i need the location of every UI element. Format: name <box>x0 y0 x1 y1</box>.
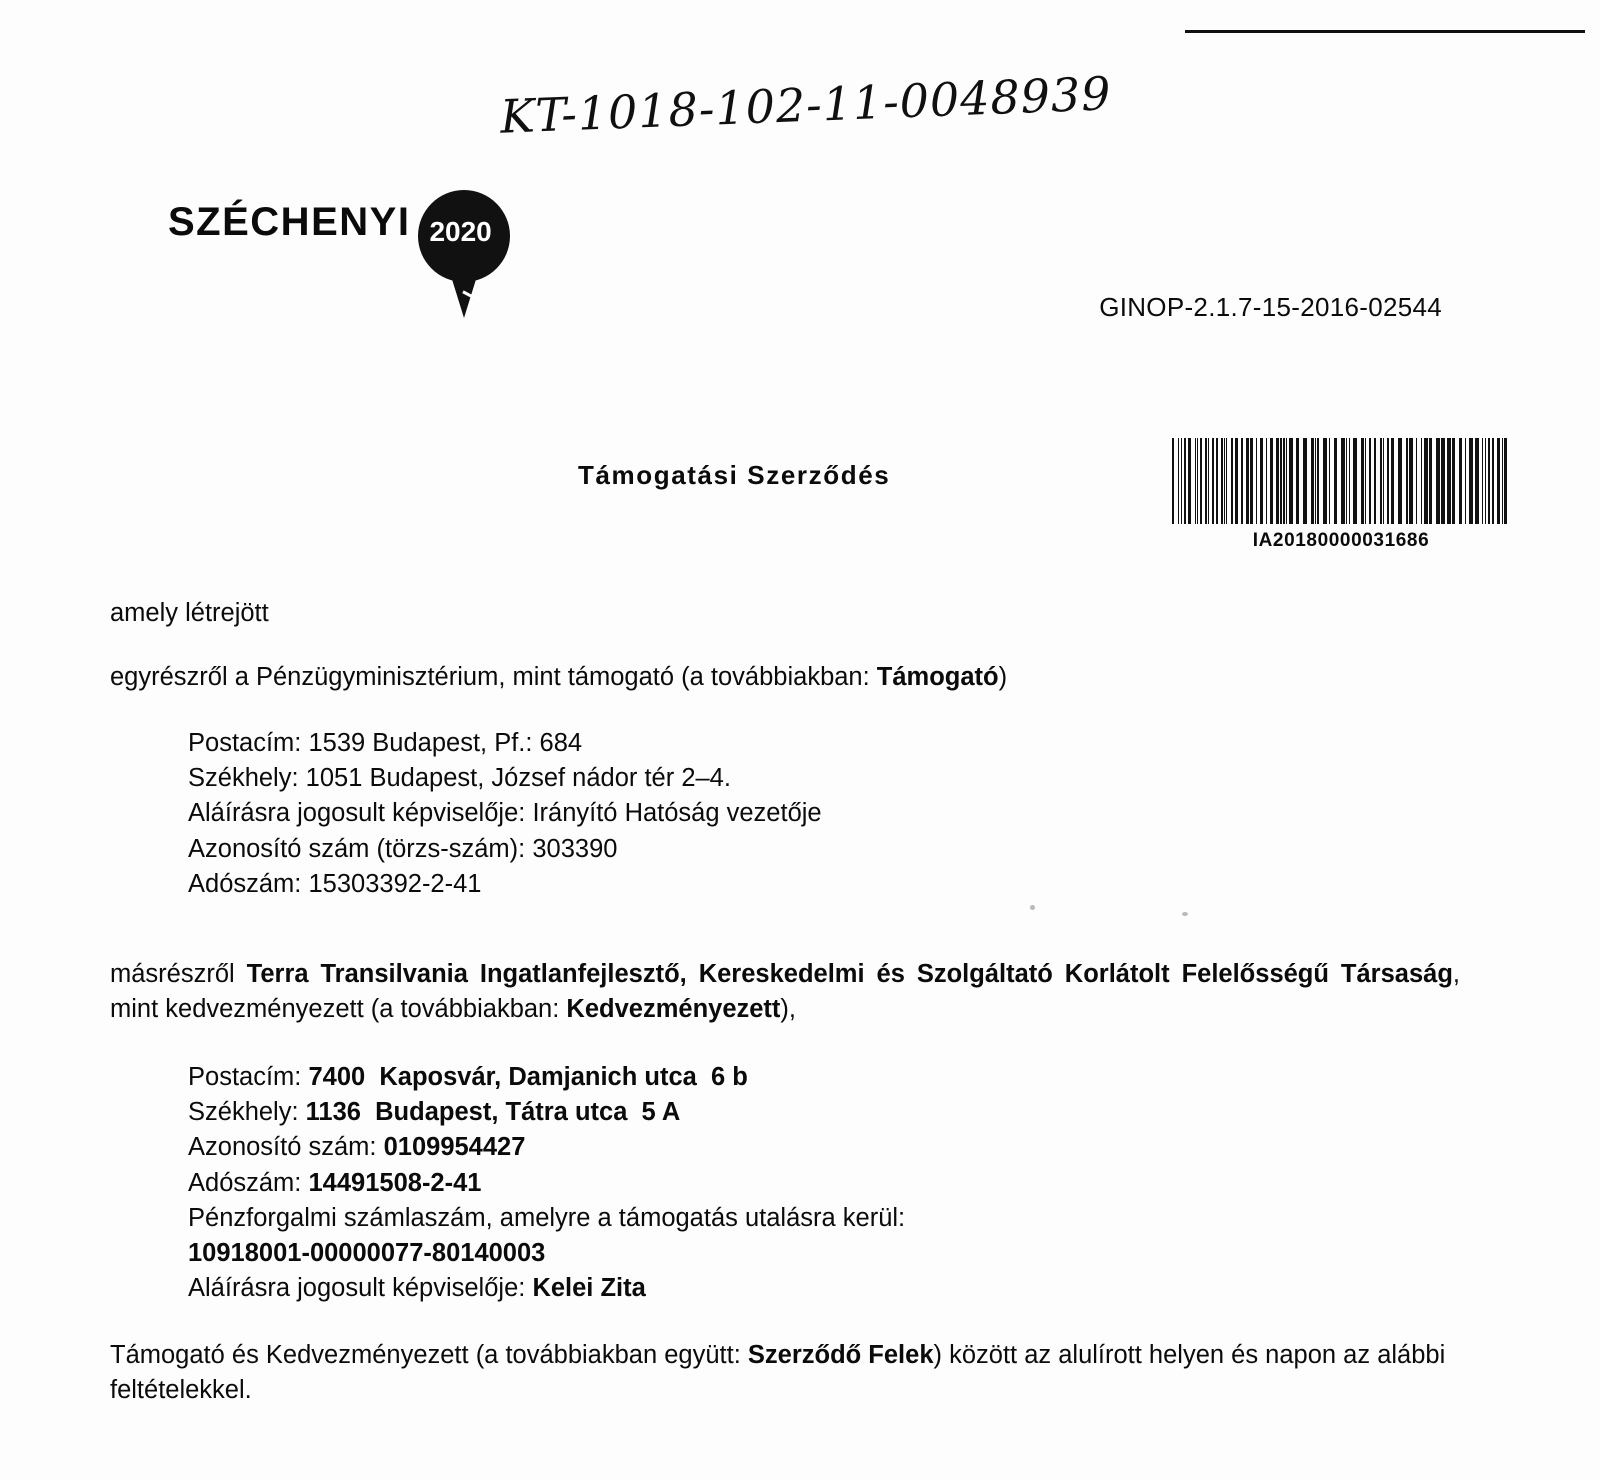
party2-taxnumber-label: Adószám: <box>188 1168 302 1197</box>
party1-representative-row <box>188 796 1538 831</box>
closing-pre: Támogató és Kedvezményezett (a továbbiakban együtt: <box>110 1341 748 1369</box>
party2-szekhely-label: Székhely: <box>188 1098 299 1127</box>
logo-wordmark: SZÉCHENYI <box>168 200 411 244</box>
party2-representative-value: Kelei Zita <box>532 1274 646 1303</box>
party2-intro-mid: , mint kedvezményezett (a továbbiakban: <box>110 960 1460 1024</box>
barcode-image <box>1172 438 1510 524</box>
party1-intro <box>110 660 1460 695</box>
party1-intro-bold: Támogató <box>876 663 999 691</box>
party2-representative-row <box>188 1271 1538 1306</box>
party2-identifier-row <box>188 1130 1538 1165</box>
barcode-number: IA20180000031686 <box>1252 530 1430 551</box>
closing-post: ) között az alulírott helyen és napon az alábbi feltételekkel. <box>110 1341 1446 1405</box>
party2-bankaccount-label-row <box>188 1201 1538 1236</box>
party1-representative-value: Irányító Hatóság vezetője <box>532 799 822 828</box>
party2-taxnumber-row <box>188 1166 1538 1201</box>
page-title: Támogatási Szerződés <box>578 460 891 490</box>
party2-identifier-value: 0109954427 <box>383 1133 526 1162</box>
party1-postacim-row <box>188 726 1538 761</box>
scan-artifact-line <box>1185 30 1585 33</box>
party1-details <box>188 726 1538 902</box>
party1-szekhely-row <box>188 761 1538 796</box>
barcode-block <box>1172 438 1510 552</box>
closing-bold: Szerződő Felek <box>747 1341 934 1369</box>
party2-details <box>188 1060 1538 1306</box>
party1-taxnumber-value: 15303392-2-41 <box>308 869 482 898</box>
party2-bankaccount-value-row <box>188 1236 1538 1271</box>
party1-identifier-value: 303390 <box>532 834 618 863</box>
party1-taxnumber-row <box>188 867 1538 902</box>
scan-speck <box>1030 905 1035 910</box>
party2-intro <box>110 957 1460 1027</box>
party2-postacim-label: Postacím: <box>188 1063 302 1091</box>
party2-szekhely-row <box>188 1095 1538 1130</box>
party2-representative-label: Aláírásra jogosult képviselője: <box>188 1274 526 1303</box>
party2-szekhely-value: 1136 Budapest, Tátra utca 5 A <box>305 1098 681 1127</box>
project-code: GINOP-2.1.7-15-2016-02544 <box>1099 292 1442 322</box>
party1-intro-pre: egyrészről a Pénzügyminisztérium, mint támogató (a továbbiakban: <box>110 663 877 691</box>
party2-name: Terra Transilvania Ingatlanfejlesztő, Kereskedelmi és Szolgáltató Korlátolt Felelősségű Társaság <box>246 960 1453 988</box>
party2-bankaccount-value: 10918001-00000077-80140003 <box>188 1238 546 1267</box>
party2-postacim-value: 7400 Kaposvár, Damjanich utca 6 b <box>308 1063 748 1091</box>
intro-text <box>110 596 1460 631</box>
party2-intro-bold: Kedvezményezett <box>566 995 781 1024</box>
party1-identifier-row <box>188 832 1538 867</box>
szechenyi-2020-logo <box>168 190 514 320</box>
party1-postacim-value: 1539 Budapest, Pf.: 684 <box>308 729 583 757</box>
party1-postacim-label: Postacím: <box>188 729 302 757</box>
party1-szekhely-value: 1051 Budapest, József nádor tér 2–4. <box>305 764 731 793</box>
party2-intro-pre: másrészről <box>110 960 247 988</box>
party2-intro-paragraph <box>110 957 1460 1027</box>
party2-taxnumber-value: 14491508-2-41 <box>308 1168 482 1197</box>
party1-identifier-label: Azonosító szám (törzs-szám): <box>188 834 526 863</box>
party2-bankaccount-label: Pénzforgalmi számlaszám, amelyre a támogatás utalásra kerül: <box>188 1203 906 1232</box>
party1-szekhely-label: Székhely: <box>188 764 299 793</box>
party2-identifier-label: Azonosító szám: <box>188 1133 377 1162</box>
party1-representative-label: Aláírásra jogosult képviselője: <box>188 799 526 828</box>
party1-intro-post: ) <box>998 663 1008 691</box>
scan-speck <box>1182 912 1188 916</box>
balloon-icon <box>418 190 514 320</box>
intro-line: amely létrejött <box>110 599 269 627</box>
party2-intro-post: ), <box>780 995 796 1024</box>
closing-text <box>110 1338 1460 1408</box>
handwritten-reference-number: KT-1018-102-11-0048939 <box>499 66 1113 144</box>
party1-taxnumber-label: Adószám: <box>188 869 302 898</box>
party2-postacim-row <box>188 1060 1538 1095</box>
logo-year-label: 2020 <box>429 216 492 247</box>
closing-paragraph <box>110 1338 1460 1408</box>
